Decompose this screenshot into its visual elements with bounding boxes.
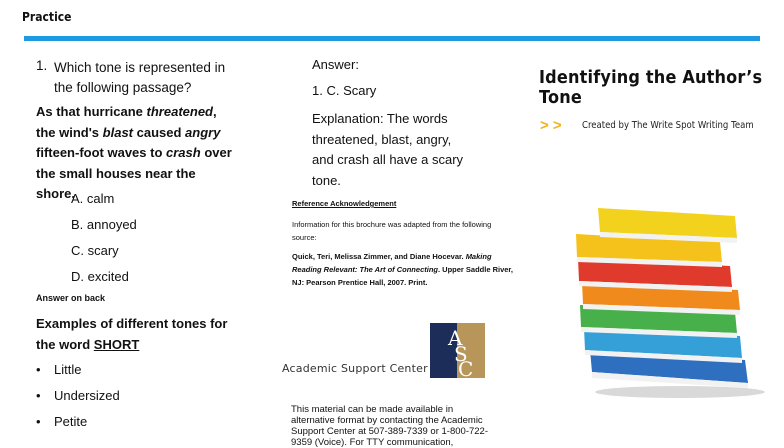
asc-label: Academic Support Center [282, 362, 428, 375]
answer-value: 1. C. Scary [312, 83, 377, 98]
asc-logo [430, 323, 485, 378]
passage-word-threatened: threatened [146, 104, 213, 119]
option-d: D. excited [71, 269, 129, 284]
asc-logo-graphic [430, 323, 485, 378]
asc-logo-letter-c: C [458, 357, 474, 378]
passage-word-blast: blast [102, 124, 133, 140]
asc-logo-letter-s: S [454, 342, 468, 366]
passage-word-crash: crash [166, 145, 201, 160]
created-by: Created by The Write Spot Writing Team [582, 120, 754, 131]
brochure-title: Identifying the Author’s Tone [539, 68, 763, 108]
answer-label: Answer: [312, 57, 359, 72]
example-item: • Undersized [54, 388, 120, 403]
examples-heading: Examples of different tones for the word SHORT [36, 316, 228, 352]
answer-explanation: Explanation: The words threatened, blast, angry, and crash all have a scary tone. [312, 111, 464, 188]
reference-book-title: Making Reading Relevant: The Art of Connecting [292, 252, 492, 274]
reference-citation: Quick, Teri, Melissa Zimmer, and Diane Hocevar. Making Reading Relevant: The Art of Connecting. Upper Saddle River, NJ: Pearson Prentice Hall, 2007. Print. [292, 252, 514, 287]
reference-title: Reference Acknowledgement [292, 199, 397, 208]
option-c: C. scary [71, 243, 119, 258]
book-yellow-top [598, 208, 737, 243]
reference-info: Information for this brochure was adapted from the following source: [292, 220, 492, 242]
option-b: B. annoyed [71, 217, 137, 232]
example-item: • Petite [54, 414, 87, 429]
question-line-2: the following passage? [54, 80, 192, 95]
question-text [54, 58, 254, 98]
question-number: 1. [36, 58, 48, 73]
asc-logo-letter-a: A [448, 326, 463, 350]
passage-text: As that hurricane threatened, the wind's blast caused angry fifteen-foot waves to crash over the small houses near the shore. [36, 104, 232, 201]
header-title: Practice [22, 10, 72, 24]
passage-word-angry: angry [185, 124, 221, 140]
double-arrow-icon: > > [540, 117, 562, 134]
answer-on-back-note: Answer on back [36, 293, 106, 303]
question-line-1: Which tone is represented in [54, 60, 226, 75]
book-stack-shadow [595, 386, 765, 398]
header-divider [24, 36, 760, 41]
alt-format-notice: This material can be made available in alternative format by contacting the Academic Support Center at 507-389-7339 or 1-800-722-9359 (Voice). For TTY communication, [291, 404, 488, 448]
examples-word: SHORT [93, 336, 140, 352]
option-a: A. calm [71, 191, 115, 206]
example-item: • Little [54, 362, 81, 377]
book-stack-illustration [570, 200, 770, 400]
